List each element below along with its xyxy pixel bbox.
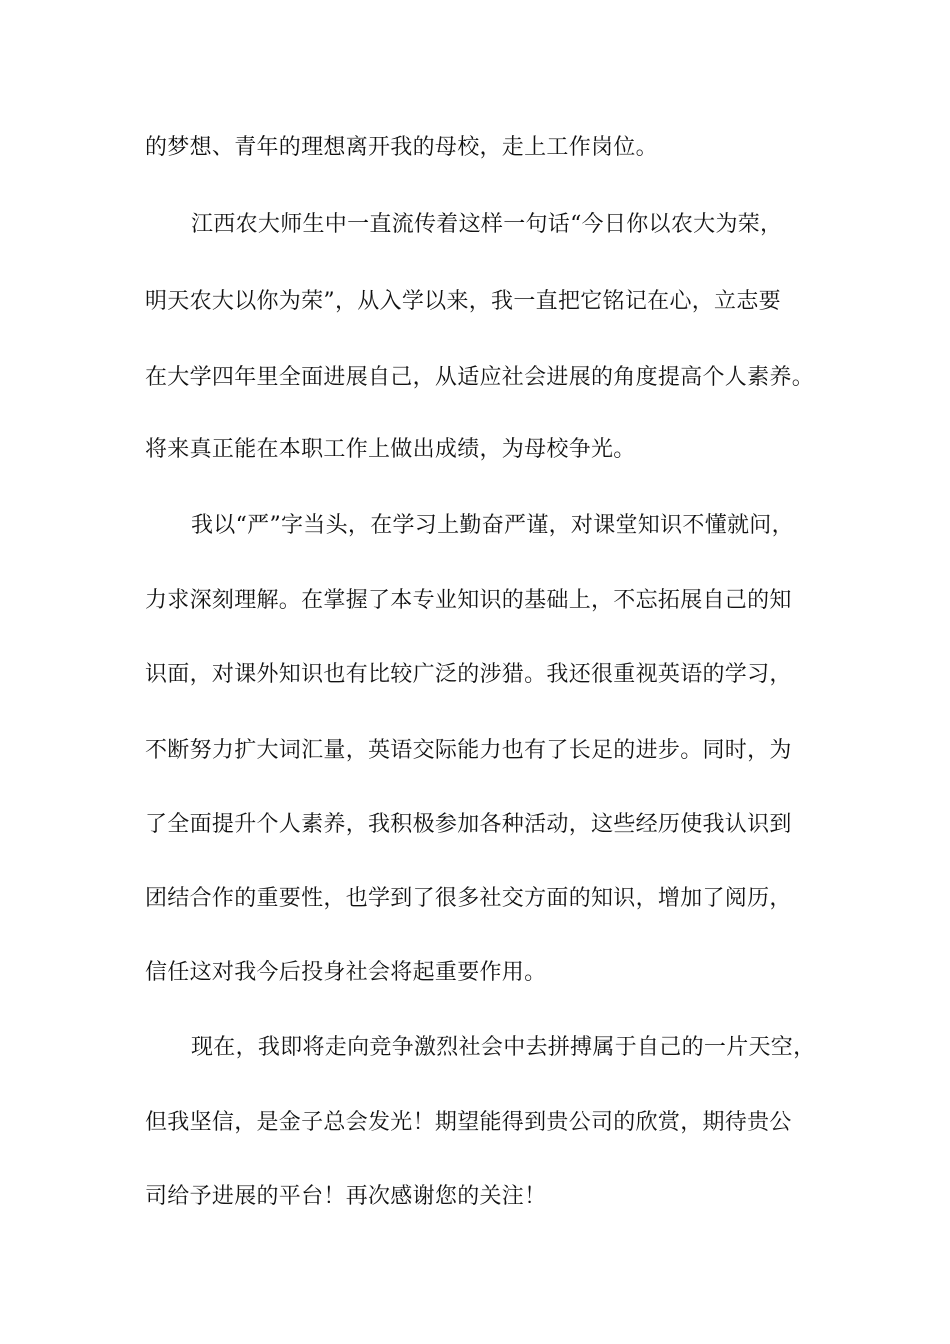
text-line-10: 了全面提升个人素养，我积极参加各种活动，这些经历使我认识到 <box>145 812 792 837</box>
text-line-3: 明天农大以你为荣”，从入学以来，我一直把它铭记在心，立志要 <box>145 289 781 314</box>
text-line-9: 不断努力扩大词汇量，英语交际能力也有了长足的进步。同时，为 <box>145 738 792 763</box>
text-line-13: 现在，我即将走向竞争激烈社会中去拼搏属于自己的一片天空， <box>191 1035 816 1060</box>
text-line-6: 我以“严”字当头，在学习上勤奋严谨，对课堂知识不懂就问， <box>191 513 794 538</box>
text-line-1: 的梦想、青年的理想离开我的母校，走上工作岗位。 <box>145 135 658 160</box>
text-line-14: 但我坚信，是金子总会发光！期望能得到贵公司的欣赏，期待贵公 <box>145 1110 792 1135</box>
text-line-12: 信任这对我今后投身社会将起重要作用。 <box>145 960 547 985</box>
text-line-15: 司给予进展的平台！再次感谢您的关注！ <box>145 1184 547 1209</box>
text-line-8: 识面，对课外知识也有比较广泛的涉猎。我还很重视英语的学习， <box>145 662 792 687</box>
text-line-11: 团结合作的重要性，也学到了很多社交方面的知识，增加了阅历， <box>145 886 792 911</box>
text-line-5: 将来真正能在本职工作上做出成绩，为母校争光。 <box>145 437 636 462</box>
text-line-2: 江西农大师生中一直流传着这样一句话“今日你以农大为荣， <box>191 212 783 237</box>
text-line-7: 力求深刻理解。在掌握了本专业知识的基础上，不忘拓展自己的知 <box>145 588 792 613</box>
text-line-4: 在大学四年里全面进展自己，从适应社会进展的角度提高个人素养。 <box>145 365 815 390</box>
